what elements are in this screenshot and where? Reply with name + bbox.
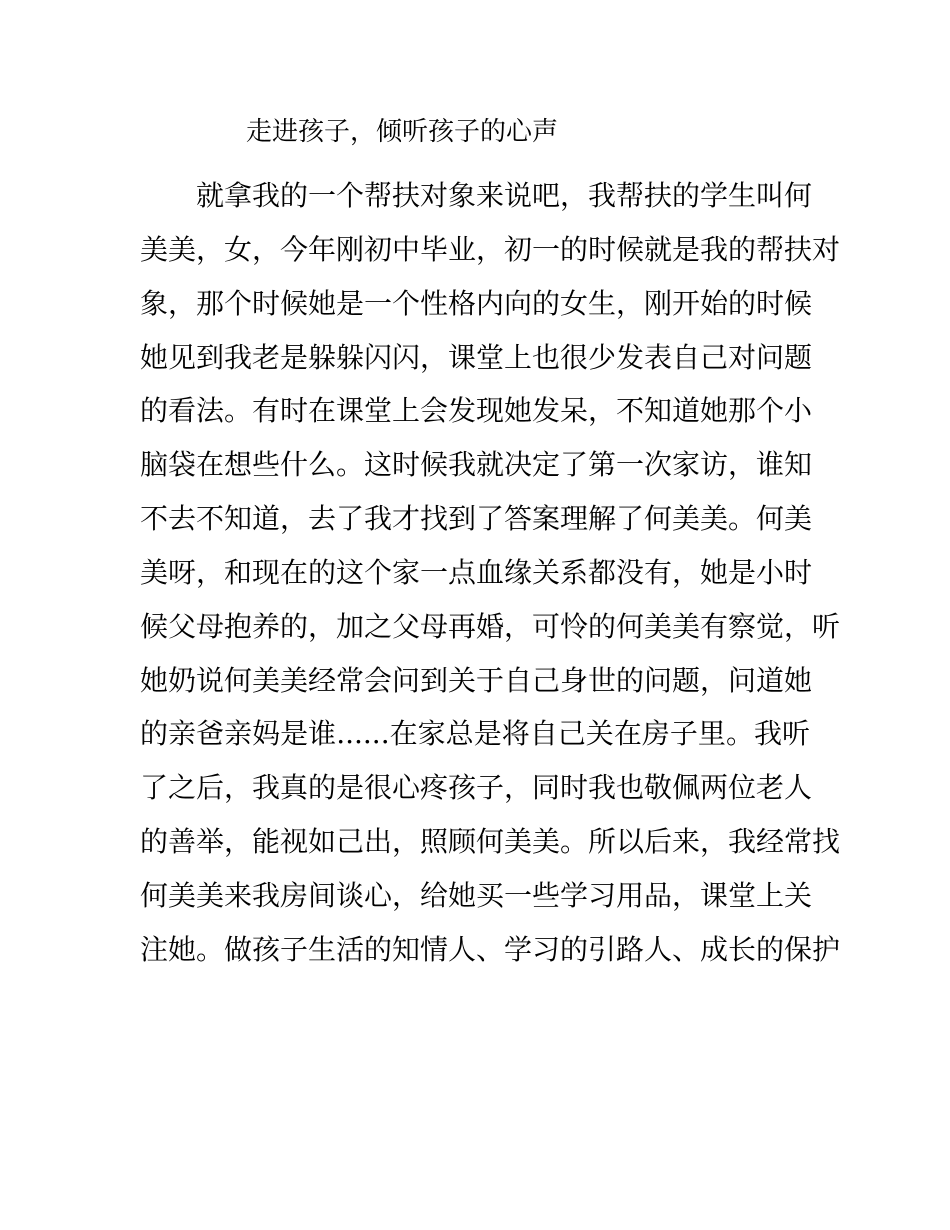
body-line: 了之后，我真的是很心疼孩子，同时我也敬佩两位老人 <box>140 771 813 805</box>
document-title: 走进孩子，倾听孩子的心声 <box>246 117 559 147</box>
body-line: 候父母抱养的，加之父母再婚，可怜的何美美有察觉，听 <box>140 609 841 643</box>
body-line: 的善举，能视如己出，照顾何美美。所以后来，我经常找 <box>140 825 841 859</box>
body-line: 就拿我的一个帮扶对象来说吧，我帮扶的学生叫何 <box>196 179 813 212</box>
body-line: 美美，女，今年刚初中毕业，初一的时候就是我的帮扶对 <box>140 232 841 266</box>
body-line: 她见到我老是躲躲闪闪，课堂上也很少发表自己对问题 <box>140 340 813 374</box>
body-line: 脑袋在想些什么。这时候我就决定了第一次家访，谁知 <box>140 448 813 482</box>
body-line: 她奶说何美美经常会问到关于自己身世的问题，问道她 <box>140 663 813 697</box>
body-line: 象，那个时候她是一个性格内向的女生，刚开始的时候 <box>140 286 813 320</box>
document-body <box>140 173 841 981</box>
body-line: 注她。做孩子生活的知情人、学习的引路人、成长的保护 <box>140 932 841 966</box>
body-line: 美呀，和现在的这个家一点血缘关系都没有，她是小时 <box>140 555 813 589</box>
body-line: 不去不知道，去了我才找到了答案理解了何美美。何美 <box>140 502 813 536</box>
body-line: 的看法。有时在课堂上会发现她发呆，不知道她那个小 <box>140 394 813 428</box>
body-line: 的亲爸亲妈是谁......在家总是将自己关在房子里。我听 <box>140 717 810 751</box>
body-line: 何美美来我房间谈心，给她买一些学习用品，课堂上关 <box>140 878 813 912</box>
